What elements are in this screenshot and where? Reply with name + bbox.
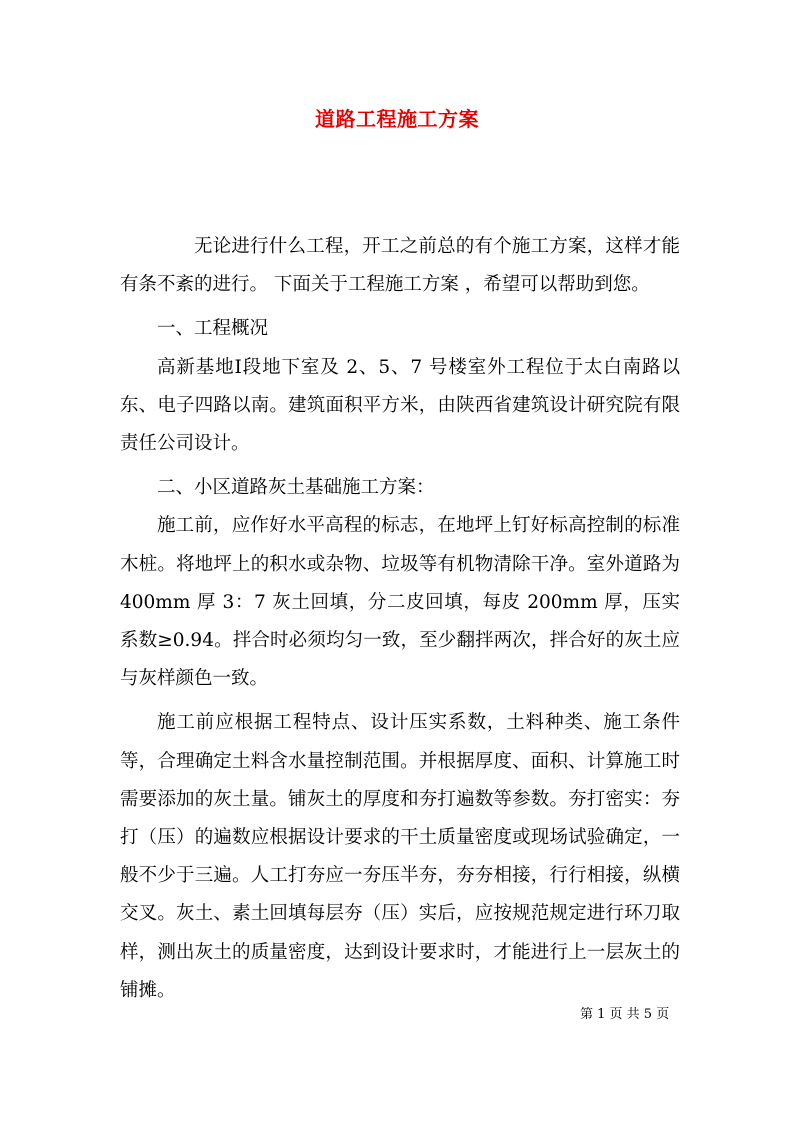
- page-title: 道路工程施工方案: [315, 107, 479, 131]
- construction-paragraph: 施工前应根据工程特点、设计压实系数，土料种类、施工条件等，合理确定土料含水量控制范围。并根据厚度、面积、计算施工时需要添加的灰土量。铺灰土的厚度和夯打遍数等参数。夯打密实：夯打（压）的遍数应根据设计要求的干土质量密度或现场试验确定，一般不少于三遍。人工打夯应一夯压半夯，夯夯相接，行行相接，纵横交叉。灰土、素土回填每层夯（压）实后，应按规范规定进行环刀取样，测出灰土的质量密度，达到设计要求时，才能进行上一层灰土的铺摊。: [120, 712, 680, 1001]
- preparation-paragraph: 施工前，应作好水平高程的标志，在地坪上钉好标高控制的标准木桩。将地坪上的积水或杂物、垃圾等有机物清除干净。室外道路为 400mm 厚 3：7 灰土回填，分二皮回填，每皮 200mm 厚，压实系数≥0.94。拌合时必须均匀一致，至少翻拌两次，拌合好的灰土应与灰样颜色一致。: [120, 515, 680, 690]
- section-heading-lime-soil: 二、小区道路灰土基础施工方案：: [157, 477, 435, 499]
- document-body: [120, 228, 680, 1010]
- section-heading-overview: 一、工程概况: [157, 318, 269, 340]
- page-footer: 第 1 页 共 5 页: [580, 1007, 670, 1022]
- intro-paragraph: 无论进行什么工程，开工之前总的有个施工方案，这样才能有条不紊的进行。 下面关于工程施工方案 ，希望可以帮助到您。: [120, 236, 680, 296]
- overview-paragraph: 高新基地Ⅰ段地下室及 2、5、7 号楼室外工程位于太白南路以东、电子四路以南。建筑面积平方米，由陕西省建筑设计研究院有限责任公司设计。: [120, 356, 680, 455]
